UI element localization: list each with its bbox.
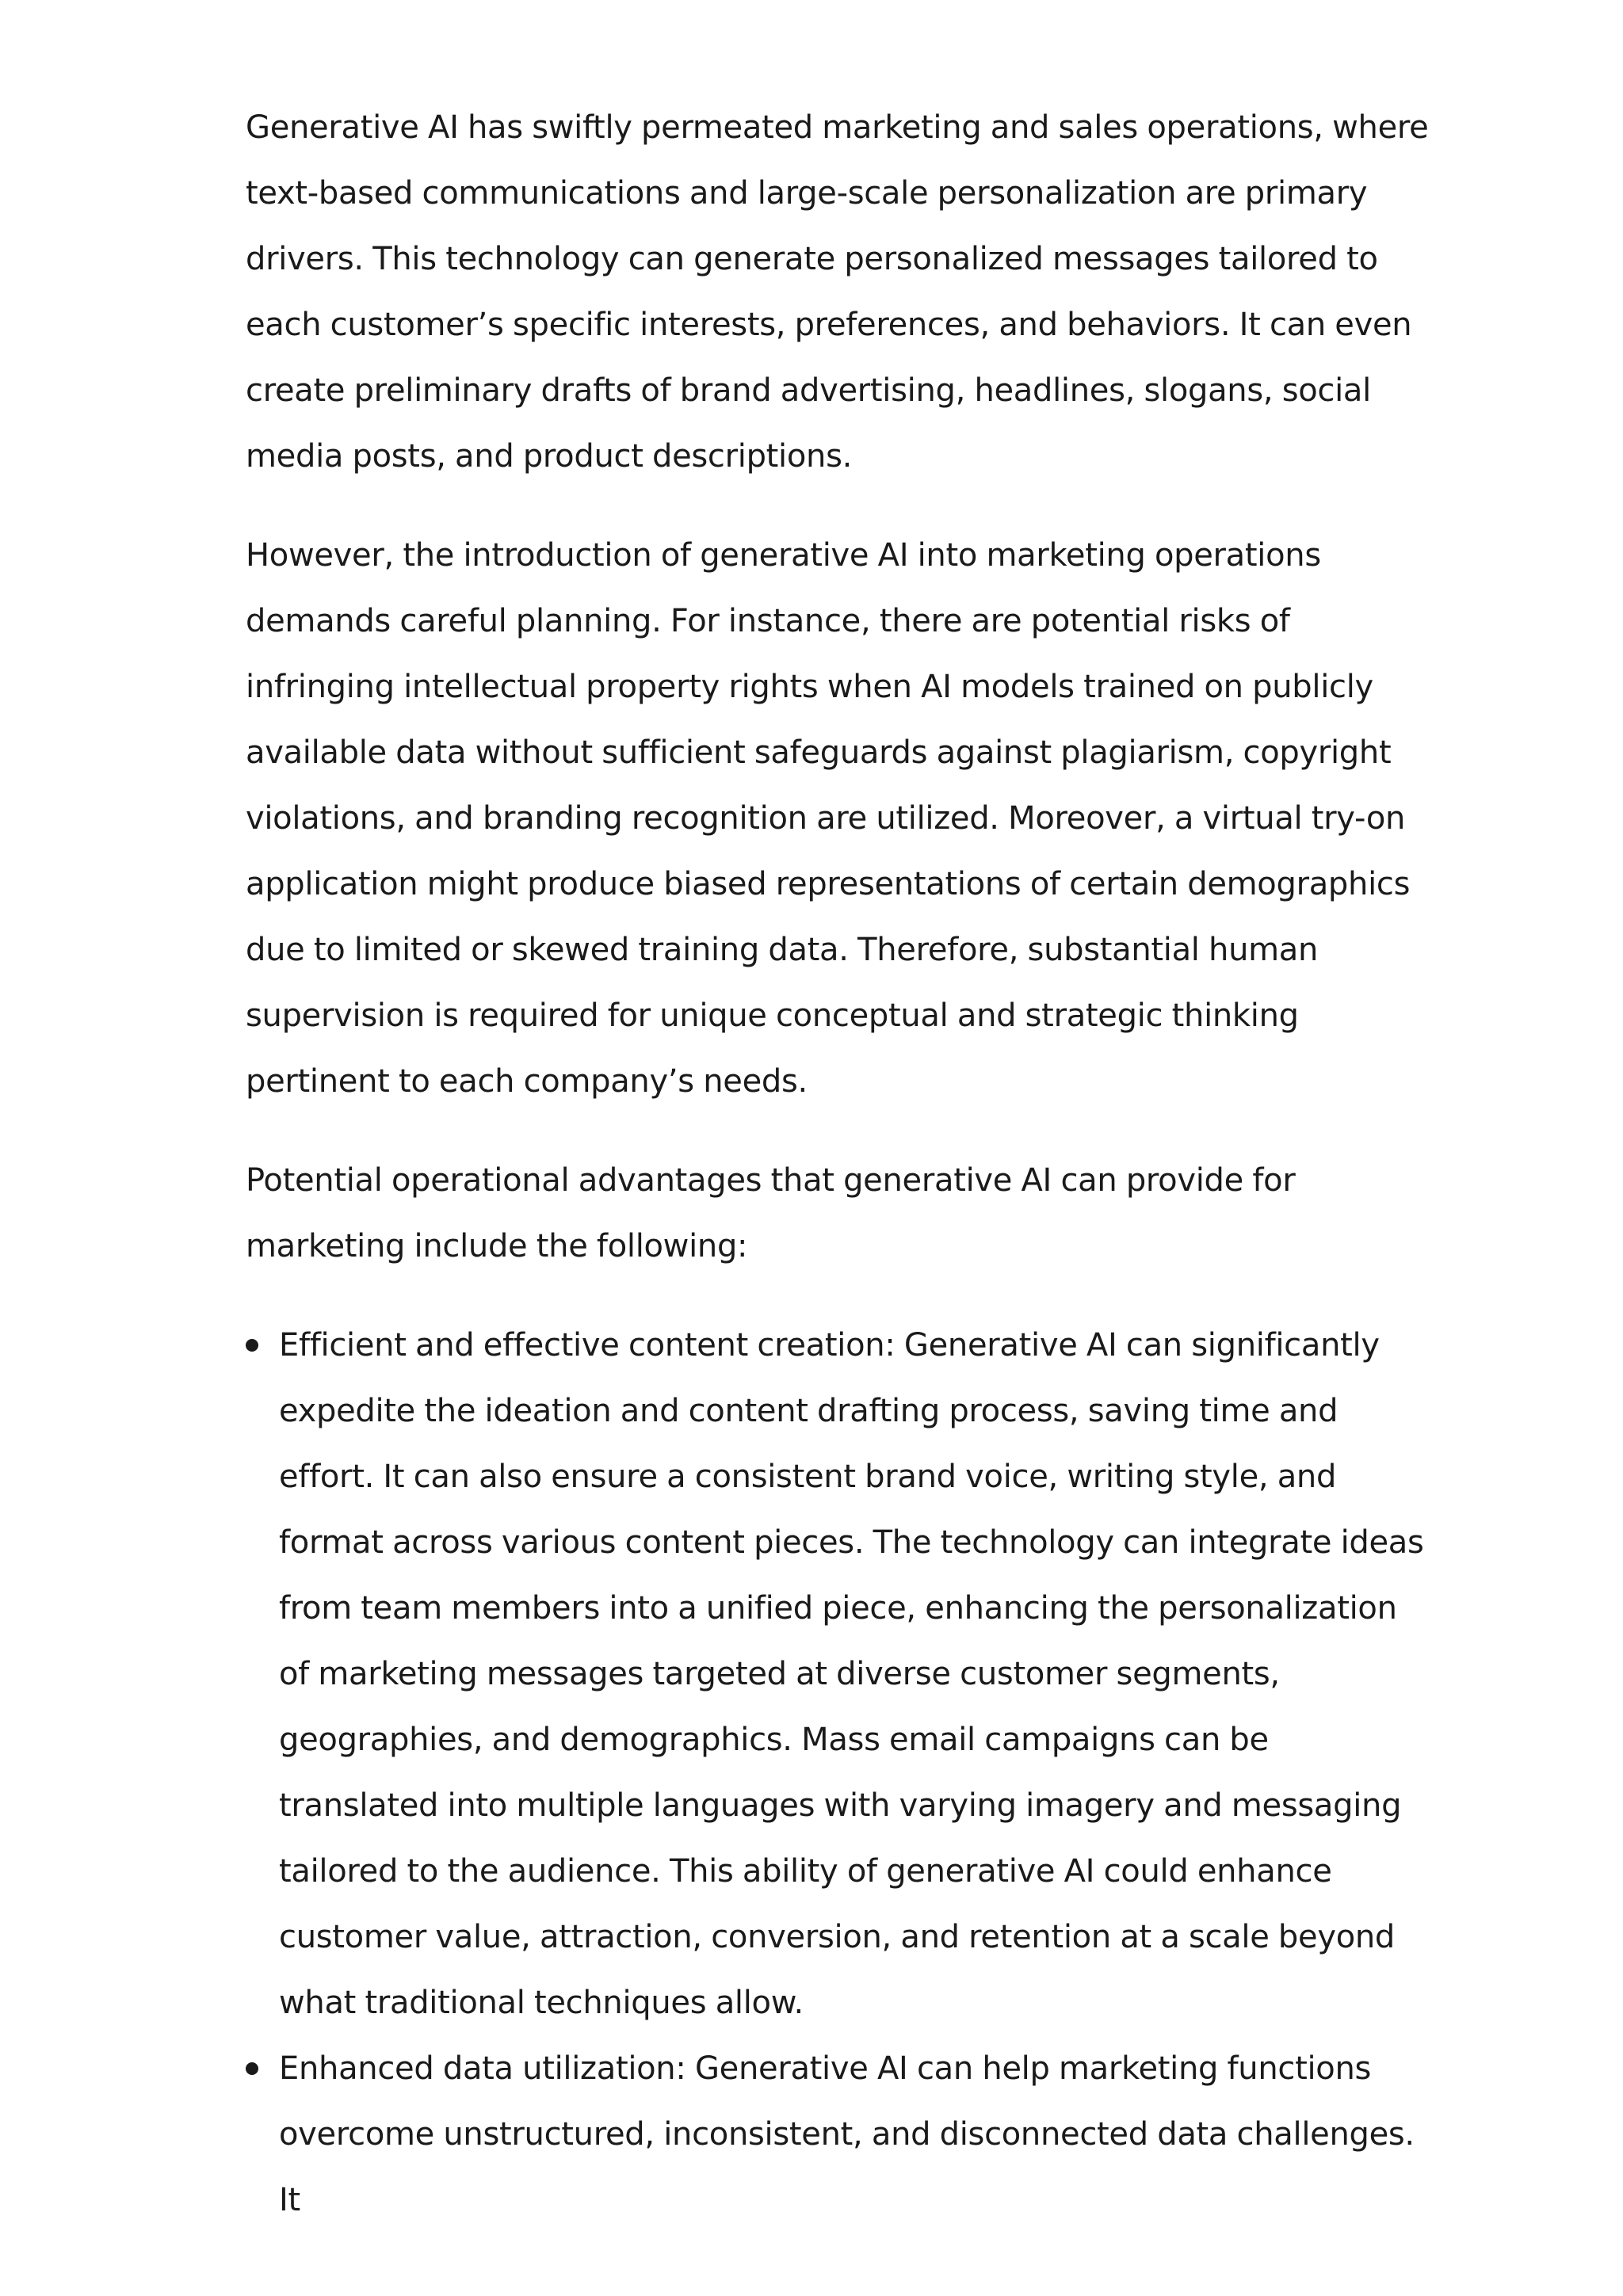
list-item — [246, 2036, 1434, 2233]
bullet-icon — [246, 1339, 258, 1352]
list-item-text: Efficient and effective content creation: Generative AI can significantly expedite the ideation and content drafting process, saving time and effort. It can also ensure a consistent brand voice, writing style, and format across various content pieces. The technology can integrate ideas from team members into a unified piece, enhancing the personalization of marketing messages targeted at diverse customer segments, geographies, and demographics. Mass email campaigns can be translated into multiple languages with varying imagery and messaging tailored to the audience. This ability of generative AI could enhance customer value, attraction, conversion, and retention at a scale beyond what traditional techniques allow. — [279, 1327, 1424, 2021]
paragraph-intro: Generative AI has swiftly permeated marketing and sales operations, where text-based communications and large-scale personalization are primary drivers. This technology can generate personalized messages tailored to each customer’s specific interests, preferences, and behaviors. It can even create preliminary drafts of brand advertising, headlines, slogans, social media posts, and product descriptions. — [246, 109, 1429, 475]
advantages-list — [246, 1313, 1434, 2233]
paragraph-risks: However, the introduction of generative AI into marketing operations demands careful planning. For instance, there are potential risks of infringing intellectual property rights when AI models trained on publicly available data without sufficient safeguards against plagiarism, copyright violations, and branding recognition are utilized. Moreover, a virtual try-on application might produce biased representations of certain demographics due to limited or skewed training data. Therefore, substantial human supervision is required for unique conceptual and strategic thinking pertinent to each company’s needs. — [246, 537, 1411, 1100]
paragraph-advantages-intro: Potential operational advantages that generative AI can provide for marketing include the following: — [246, 1162, 1296, 1264]
document-page — [246, 95, 1434, 2233]
list-item — [246, 1313, 1434, 2036]
bullet-icon — [246, 2062, 258, 2075]
list-item-text: Enhanced data utilization: Generative AI can help marketing functions overcome unstructured, inconsistent, and disconnected data challenges. It — [279, 2050, 1415, 2218]
